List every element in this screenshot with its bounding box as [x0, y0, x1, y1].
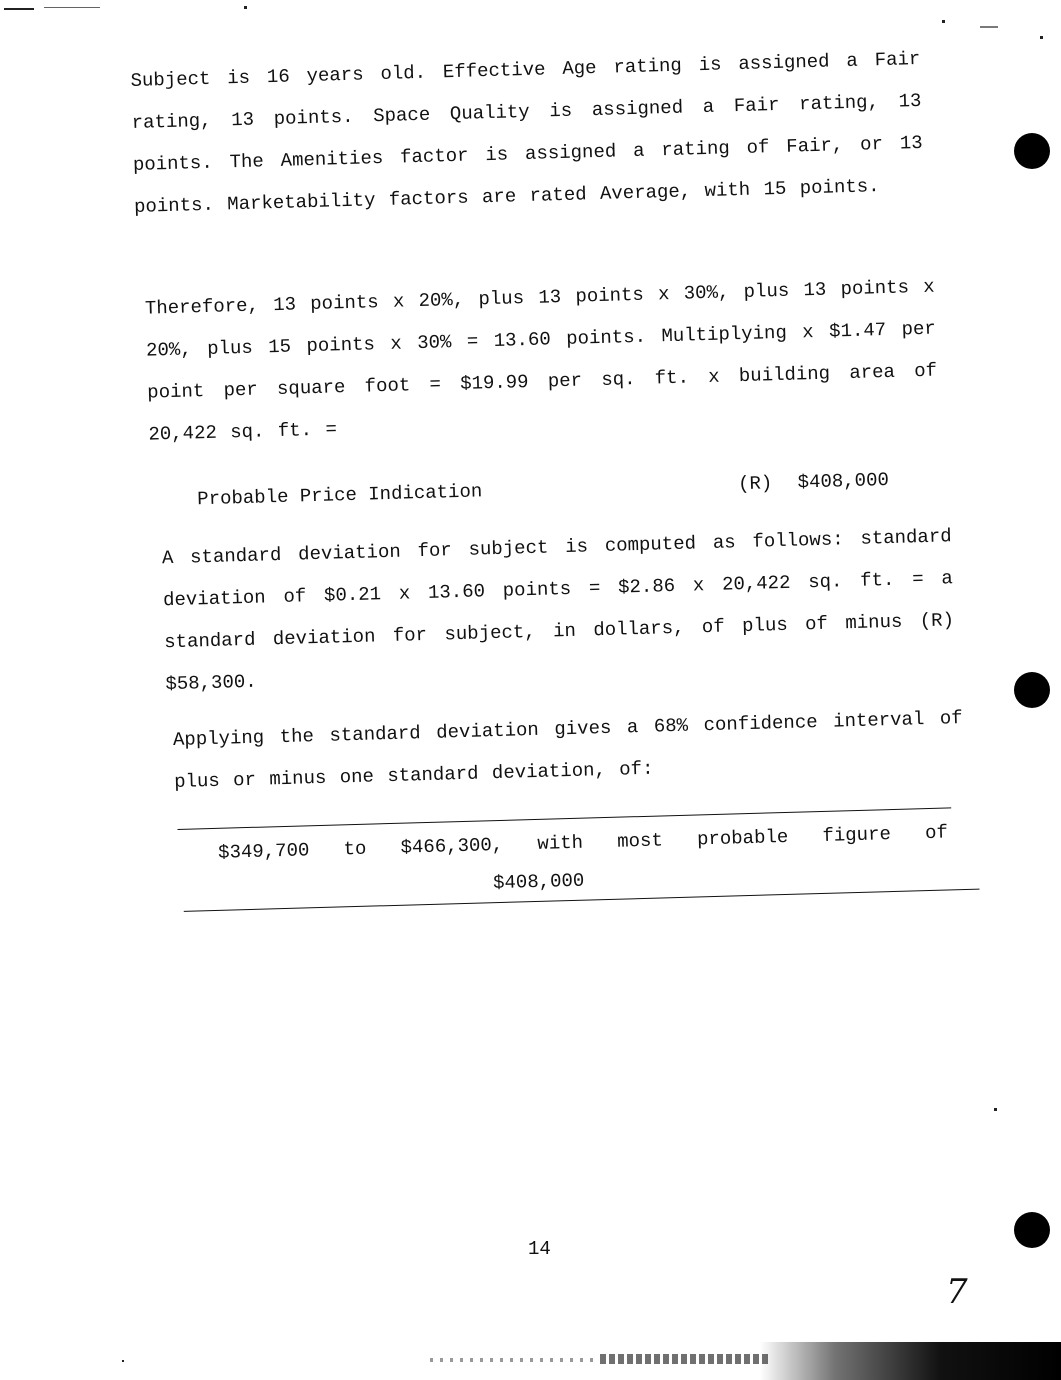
scan-artifact — [600, 1354, 770, 1364]
scan-artifact — [994, 1108, 997, 1111]
scan-artifact — [44, 7, 100, 8]
probable-price-label: Probable Price Indication — [196, 480, 483, 511]
scan-artifact — [122, 1360, 124, 1362]
document-body — [130, 37, 964, 895]
punch-hole — [1014, 672, 1050, 708]
probable-price-value: (R) $408,000 — [737, 468, 890, 496]
scan-artifact — [942, 20, 945, 23]
page-number: 14 — [528, 1238, 551, 1260]
bottom-rule — [184, 889, 980, 912]
punch-hole — [1014, 1212, 1050, 1248]
scan-artifact — [430, 1358, 600, 1362]
paragraph-standard-deviation: A standard deviation for subject is computed as follows: standard deviation of $0.21 x 13.60 points = $2.86 x 20,422 sq. ft. = a standard deviation for subject, in dollars, of plus of minus (R) $58,300. — [161, 525, 955, 696]
paragraph-confidence-interval: Applying the standard deviation gives a 68% confidence interval of plus or minus one standard deviation, of: — [172, 707, 964, 794]
scan-artifact — [244, 6, 247, 9]
scan-artifact — [4, 8, 34, 10]
punch-hole — [1014, 133, 1050, 169]
scan-artifact — [760, 1342, 1061, 1380]
paragraph-effective-age: Subject is 16 years old. Effective Age rating is assigned a Fair rating, 13 points. Space Quality is assigned a Fair rating, 13 points. The Amenities factor is assigned a rating of Fair, or 13 points. Marketability factors are rated Average, with 15 points. — [130, 47, 923, 218]
scan-artifact — [1040, 36, 1043, 39]
most-probable-figure: $408,000 — [492, 869, 585, 895]
confidence-range-text: $349,700 to $466,300, with most probable figure of — [217, 821, 949, 864]
scan-artifact — [980, 26, 998, 28]
paragraph-calculation: Therefore, 13 points x 20%, plus 13 points x 30%, plus 13 points x 20%, plus 15 points x 30% = 13.60 points. Multiplying x $1.47 per point per square foot = $19.99 per sq. ft. x building area of 20,422 sq. ft. = — [144, 275, 938, 446]
handwritten-page-mark: 7 — [946, 1272, 968, 1312]
